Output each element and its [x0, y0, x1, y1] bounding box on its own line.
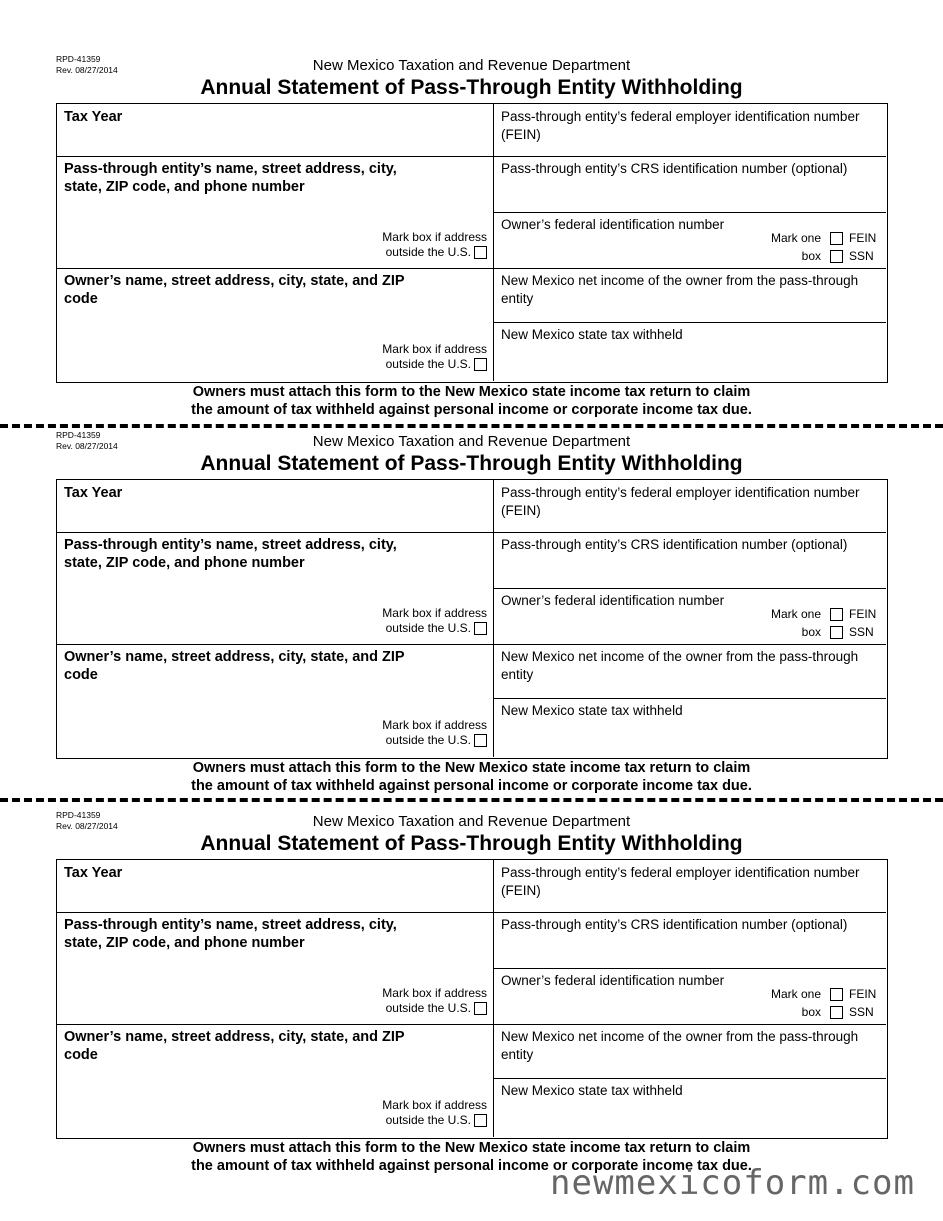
ssn-checkbox[interactable] — [830, 1006, 843, 1019]
entity-outside-us-checkbox[interactable] — [474, 1002, 487, 1015]
nm-net-income-label: New Mexico net income of the owner from the pass-through entity — [501, 649, 859, 682]
form-table — [56, 479, 888, 759]
form-title: Annual Statement of Pass-Through Entity Withholding — [200, 76, 743, 99]
form-code: RPD-41359 — [56, 430, 101, 440]
id-type-selector: Mark one FEIN box SSN — [770, 607, 877, 639]
watermark: newmexicoform.com — [550, 1163, 915, 1203]
entity-outside-us-checkbox[interactable] — [474, 246, 487, 259]
form-title: Annual Statement of Pass-Through Entity Withholding — [200, 452, 743, 475]
nm-tax-withheld-label: New Mexico state tax withheld — [501, 327, 683, 342]
tax-year-label: Tax Year — [64, 865, 123, 881]
ssn-checkbox[interactable] — [830, 250, 843, 263]
nm-tax-withheld-label: New Mexico state tax withheld — [501, 703, 683, 718]
owner-fed-id-label: Owner’s federal identification number — [501, 217, 725, 232]
entity-name-address-label: Pass-through entity’s name, street address, city, state, ZIP code, and phone number — [64, 161, 397, 195]
entity-name-address-label: Pass-through entity’s name, street address, city, state, ZIP code, and phone number — [64, 537, 397, 571]
fein-label: Pass-through entity’s federal employer identification number (FEIN) — [501, 109, 860, 142]
department-name: New Mexico Taxation and Revenue Department — [312, 433, 631, 450]
form-table — [56, 859, 888, 1139]
entity-name-address-label: Pass-through entity’s name, street address, city, state, ZIP code, and phone number — [64, 917, 397, 951]
owner-outside-us-checkbox[interactable] — [474, 358, 487, 371]
owner-outside-us-checkbox[interactable] — [474, 734, 487, 747]
cut-line — [0, 798, 943, 802]
nm-net-income-label: New Mexico net income of the owner from the pass-through entity — [501, 273, 859, 306]
entity-address-outside-us: Mark box if address outside the U.S. — [382, 986, 487, 1015]
attach-instructions: Owners must attach this form to the New Mexico state income tax return to claim the amount of tax withheld against personal income or corporate income tax due. — [191, 1140, 752, 1174]
owner-address-outside-us: Mark box if address outside the U.S. — [382, 718, 487, 747]
department-name: New Mexico Taxation and Revenue Department — [312, 57, 631, 74]
nm-net-income-label: New Mexico net income of the owner from the pass-through entity — [501, 1029, 859, 1062]
crs-label: Pass-through entity’s CRS identification number (optional) — [501, 917, 848, 932]
id-type-selector: Mark one FEIN box SSN — [770, 231, 877, 263]
entity-address-outside-us: Mark box if address outside the U.S. — [382, 230, 487, 259]
form-table — [56, 103, 888, 383]
fein-checkbox[interactable] — [830, 232, 843, 245]
fein-checkbox[interactable] — [830, 988, 843, 1001]
crs-label: Pass-through entity’s CRS identification number (optional) — [501, 537, 848, 552]
owner-name-address-label: Owner’s name, street address, city, state, and ZIP code — [64, 273, 405, 307]
fein-label: Pass-through entity’s federal employer identification number (FEIN) — [501, 865, 860, 898]
form-code: RPD-41359 — [56, 54, 101, 64]
revision-date: Rev. 08/27/2014 — [56, 65, 118, 75]
entity-outside-us-checkbox[interactable] — [474, 622, 487, 635]
cut-line — [0, 424, 943, 428]
ssn-checkbox[interactable] — [830, 626, 843, 639]
tax-year-label: Tax Year — [64, 485, 123, 501]
revision-date: Rev. 08/27/2014 — [56, 821, 118, 831]
owner-address-outside-us: Mark box if address outside the U.S. — [382, 342, 487, 371]
nm-tax-withheld-label: New Mexico state tax withheld — [501, 1083, 683, 1098]
fein-label: Pass-through entity’s federal employer identification number (FEIN) — [501, 485, 860, 518]
form-code: RPD-41359 — [56, 810, 101, 820]
owner-outside-us-checkbox[interactable] — [474, 1114, 487, 1127]
attach-instructions: Owners must attach this form to the New Mexico state income tax return to claim the amount of tax withheld against personal income or corporate income tax due. — [191, 760, 752, 794]
owner-fed-id-label: Owner’s federal identification number — [501, 973, 725, 988]
attach-instructions: Owners must attach this form to the New Mexico state income tax return to claim the amount of tax withheld against personal income or corporate income tax due. — [191, 384, 752, 418]
owner-name-address-label: Owner’s name, street address, city, state, and ZIP code — [64, 1029, 405, 1063]
tax-year-label: Tax Year — [64, 109, 123, 125]
id-type-selector: Mark one FEIN box SSN — [770, 987, 877, 1019]
department-name: New Mexico Taxation and Revenue Department — [312, 813, 631, 830]
owner-fed-id-label: Owner’s federal identification number — [501, 593, 725, 608]
fein-checkbox[interactable] — [830, 608, 843, 621]
crs-label: Pass-through entity’s CRS identification number (optional) — [501, 161, 848, 176]
entity-address-outside-us: Mark box if address outside the U.S. — [382, 606, 487, 635]
revision-date: Rev. 08/27/2014 — [56, 441, 118, 451]
owner-name-address-label: Owner’s name, street address, city, state, and ZIP code — [64, 649, 405, 683]
owner-address-outside-us: Mark box if address outside the U.S. — [382, 1098, 487, 1127]
form-title: Annual Statement of Pass-Through Entity Withholding — [200, 832, 743, 855]
